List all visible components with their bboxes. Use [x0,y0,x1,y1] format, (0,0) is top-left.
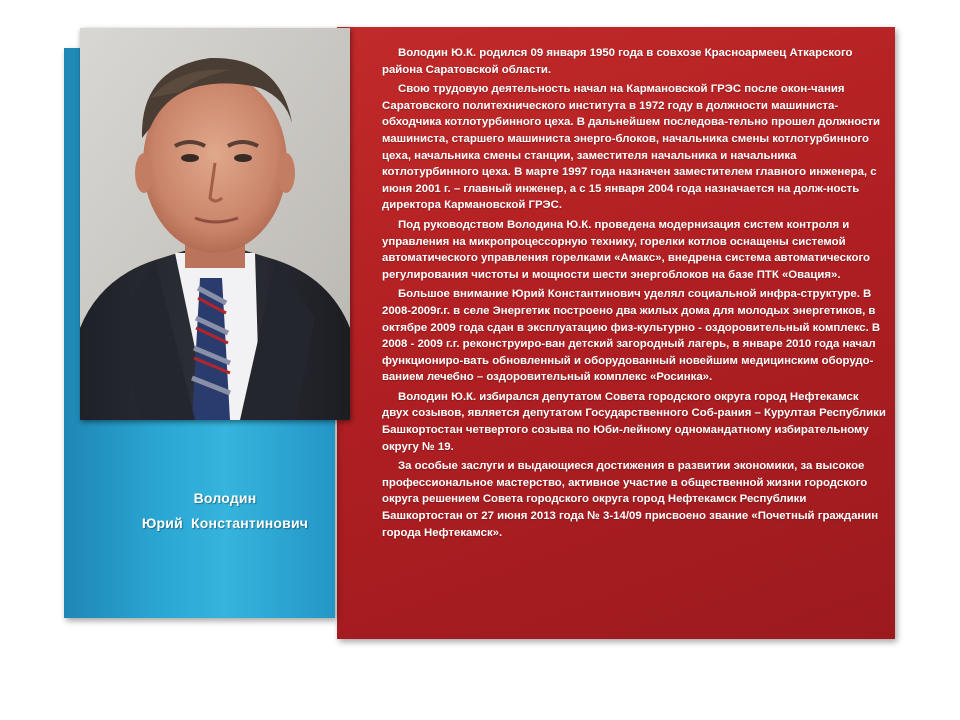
bio-paragraph: За особые заслуги и выдающиеся достижения в развитии экономики, за высокое профессиональное мастерство, активное участие в общественной жизни городского округа решением Совета городского округа город Нефтекамск Республики Башкортостан от 27 июня 2013 года № 3-14/09 присвоено звание «Почетный гражданин города Нефтекамск». [382,460,879,539]
bio-paragraph: Володин Ю.К. родился 09 января 1950 года в совхозе Красноармеец Аткарского района Саратовской области. [382,47,853,76]
bio-paragraph: Володин Ю.К. избирался депутатом Совета городского округа город Нефтекамск двух созывов, является депутатом Государственного Соб-рания – Курултая Республики Башкортостан четвертого созыва по Юби-лейному одномандатному избирательному округу № 19. [382,390,886,453]
bio-paragraph: Под руководством Володина Ю.К. проведена модернизация систем контроля и управления на микропроцессорную технику, горелки котлов оснащены системой автоматического управления горелками «Амакс», внедрена система автоматического регулирования чистоты и мощности шести энергоблоков на базе ПТК «Овация». [382,218,871,281]
person-surname: Володин [193,490,257,506]
portrait-photo [80,28,350,420]
bio-paragraph: Свою трудовую деятельность начал на Кармановской ГРЭС после окон-чания Саратовского политехнического института в 1972 году в должности машиниста-обходчика котлотурбинного цеха. В дальнейшем последова-тельно прошел должности машиниста, старшего машиниста энерго-блоков, начальника смены котлотурбинного цеха, начальника смены станции, заместителя начальника и начальника котлотурбинного цеха. В марте 1997 года назначен заместителем главного инженера, с июня 2001 г. – главный инженер, а с 15 января 2004 года назначается на долж-ность директора Кармановской ГРЭС. [382,83,880,212]
person-name [80,486,370,536]
bio-paragraph: Большое внимание Юрий Константинович уделял социальной инфра-структуре. В 2008-2009г.г. в селе Энергетик построено два жилых дома для молодых энергетиков, в октябре 2009 года сдан в эксплуатацию физ-культурно - оздоровительный комплекс. В 2008 - 2009 г.г. реконструиро-ван детский загородный лагерь, в январе 2010 года начал функциониро-вать обновленный и оборудованный новейшим медицинским оборудо-ванием лечебно – оздоровительный комплекс «Росинка». [382,288,881,384]
biography-text [382,45,888,544]
person-given-names: Юрий Константинович [141,515,309,531]
